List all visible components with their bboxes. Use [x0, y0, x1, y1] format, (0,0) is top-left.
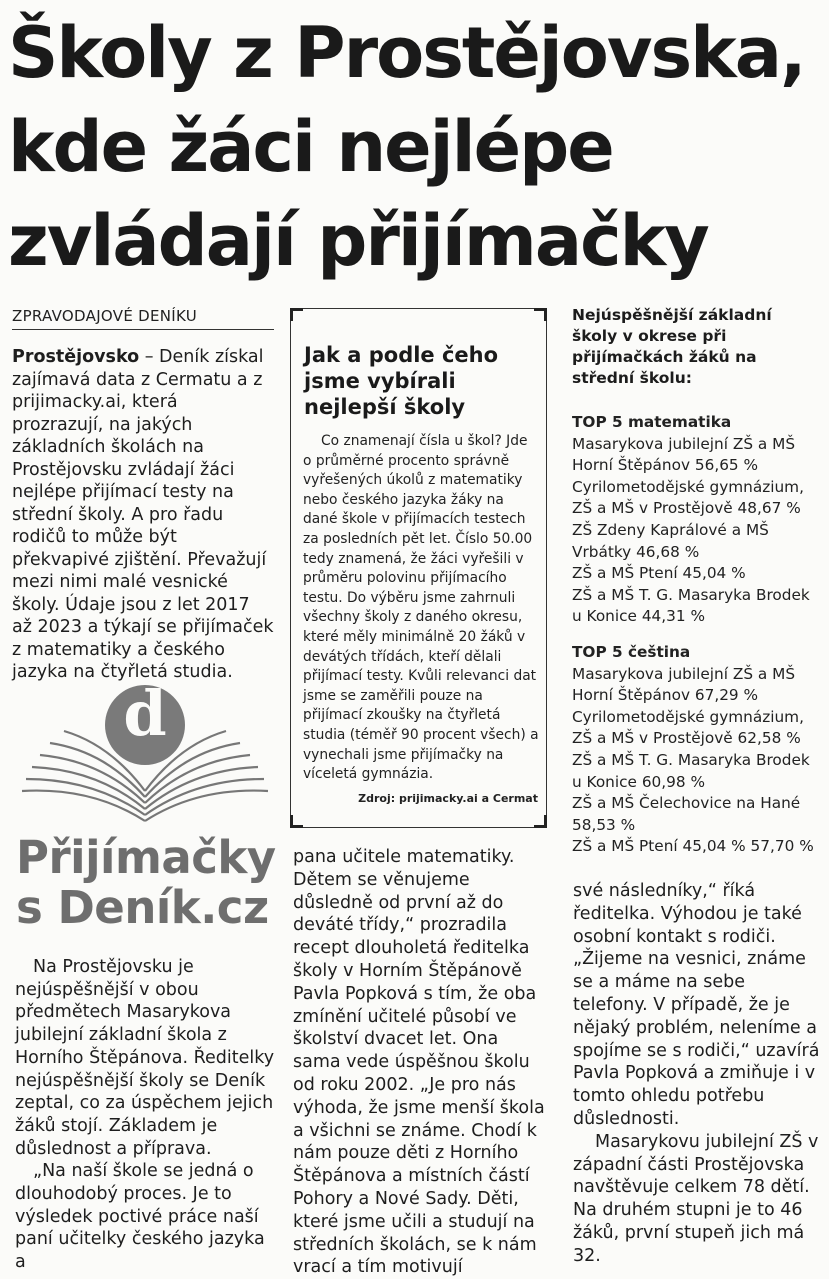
- box-paragraph: Co znamenají čísla u škol? Jde o průměrné procento správně vyřešených úkolů z matematiky nebo českého jazyka žáky na dané škole v přijímacích testech za posledních pět let. Číslo 50.00 tedy znamená, že žáci vyřešili v průměru polovinu přijímacího testu. Do výběru jsme zahrnuli všechny školy z daného okresu, které měly minimálně 20 žáků v devátých třídách, kteří dělali přijímací testy. Kvůli relevanci dat jsme se zaměřili pouze na přijímací zkoušky na čtyřletá studia (téměř 90 procent všech) a vynechali jsme přijímačky na víceletá gymnázia.: [303, 433, 539, 783]
- czech-ranking-item: Masarykova jubilejní ZŠ a MŠ Horní Štěpánov 67,29 %: [572, 664, 796, 705]
- column-1-body: [15, 956, 277, 1274]
- math-ranking-item: ZŠ a MŠ Ptení 45,04 %: [572, 564, 746, 583]
- box-corner: [534, 308, 547, 321]
- logo-letter: d: [123, 677, 167, 750]
- col2-paragraph: pana učitele matematiky. Dětem se věnujeme důsledně od první až do deváté třídy,“ prozradila recept dlouholetá ředitelka školy v Horním Štěpánově Pavla Popková s tím, že oba zmínění učitelé působí ve školství dvacet let. Ona sama vede úspěšnou školu od roku 2002. „Je pro nás výhoda, že jsme menší škola a všichni se známe. Chodí k nám pouze děti z Horního Štěpánova a místních částí Pohory a Nové Sady. Děti, které jsme učili a studují na středních školách, se k nám vrací a tím motivují: [293, 847, 545, 1278]
- czech-ranking-item: ZŠ a MŠ Čelechovice na Hané 58,53 %: [572, 794, 801, 834]
- methodology-box: [290, 308, 547, 828]
- math-ranking-item: Masarykova jubilejní ZŠ a MŠ Horní Štěpánov 56,65 %: [572, 434, 796, 475]
- col3-paragraph-1: své následníky,“ říká ředitelka. Výhodou je také osobní kontakt s rodiči. „Žijeme na vesnici, známe se a máme na sebe telefony. V případě, že je nějaký problém, neleníme a spojíme se s rodiči,“ uzavírá Pavla Popková a zmiňuje i v tomto ohledu potřebu důslednosti.: [573, 881, 820, 1129]
- czech-ranking-item: Cyrilometodějské gymnázium, ZŠ a MŠ v Prostějově 62,58 %: [572, 707, 804, 748]
- headline: [8, 6, 826, 288]
- czech-ranking-item: ZŠ a MŠ Ptení 45,04 % 57,70 %: [572, 837, 814, 856]
- logo-text: [16, 833, 276, 933]
- box-text: [303, 432, 539, 785]
- headline-line-2: kde žáci nejlépe: [8, 106, 613, 188]
- headline-line-1: Školy z Prostějovska,: [8, 12, 805, 94]
- box-corner: [290, 815, 303, 828]
- column-2-body: [293, 846, 551, 1279]
- column-3-body: [573, 880, 825, 1268]
- math-ranking-item: ZŠ a MŠ T. G. Masaryka Brodek u Konice 44,31 %: [572, 585, 810, 626]
- logo-line-1: Přijímačky: [16, 831, 276, 884]
- math-ranking-item: ZŠ Zdeny Kaprálové a MŠ Vrbátky 46,68 %: [572, 520, 769, 561]
- byline: ZPRAVODAJOVÉ DENÍKU: [12, 307, 274, 330]
- col1-paragraph-1: Na Prostějovsku je nejúspěšnější v obou předmětech Masarykova jubilejní základní škola z Horního Štěpánova. Ředitelky nejúspěšnější školy se Deník zeptal, co za úspěchem jejich žáků stojí. Základem je důslednost a příprava.: [15, 957, 275, 1159]
- logo-line-2: s Deník.cz: [16, 881, 269, 934]
- lead-text: – Deník získal zajímavá data z Cermatu a z prijimacky.ai, která prozrazují, na jakých základních školách na Prostějovsku zvládají žáci nejlépe přijímací testy na střední školy. A pro řadu rodičů to může být překvapivé zjištění. Převažují mezi nimi malé vesnické školy. Údaje jsou z let 2017 až 2023 a týkají se přijímaček z matematiky a českého jazyka na čtyřletá studia.: [12, 347, 274, 682]
- col1-paragraph-2: „Na naší škole se jedná o dlouhodobý proces. Je to výsledek poctivé práce naší paní učitelky českého jazyka a: [15, 1161, 265, 1273]
- ranking-sidebar: [572, 412, 824, 858]
- box-corner: [534, 815, 547, 828]
- headline-line-3: zvládají přijímačky: [8, 200, 708, 282]
- lead-place: Prostějovsko: [12, 347, 140, 367]
- math-ranking-item: Cyrilometodějské gymnázium, ZŠ a MŠ v Prostějově 48,67 %: [572, 477, 804, 518]
- col3-paragraph-2: Masarykovu jubilejní ZŠ v západní části Prostějovska navštěvuje celkem 78 dětí. Na druhém stupni je to 46 žáků, první stupeň jich má 32.: [573, 1131, 819, 1266]
- czech-ranking-title: TOP 5 čeština: [572, 642, 691, 661]
- sidebar-heading: Nejúspěšnější základní školy v okrese při přijímačkách žáků na střední školu:: [572, 306, 772, 387]
- box-source: Zdroj: prijimacky.ai a Cermat: [358, 792, 538, 805]
- lead-paragraph: [12, 346, 274, 684]
- czech-ranking-item: ZŠ a MŠ T. G. Masaryka Brodek u Konice 60,98 %: [572, 750, 810, 791]
- box-corner: [290, 308, 303, 321]
- box-title: Jak a podle čeho jsme vybírali nejlepší školy: [304, 343, 499, 419]
- math-ranking-title: TOP 5 matematika: [572, 413, 732, 431]
